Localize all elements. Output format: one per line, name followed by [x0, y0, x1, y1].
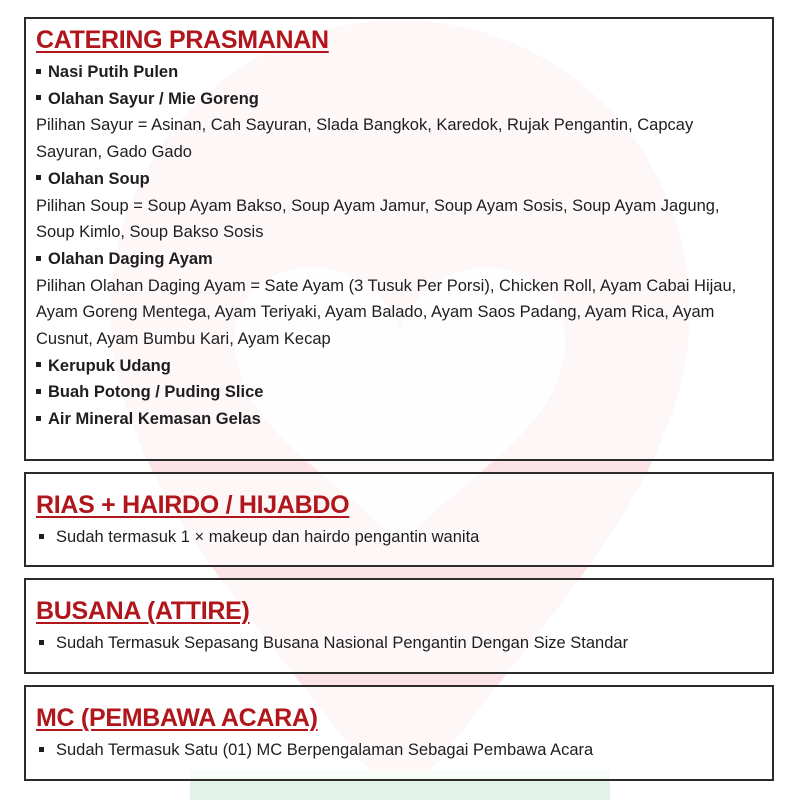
- bullet-icon: [36, 95, 41, 100]
- catering-section: [24, 17, 774, 461]
- catering-title: CATERING PRASMANAN: [36, 26, 329, 54]
- item-description: Ayam Goreng Mentega, Ayam Teriyaki, Ayam Balado, Ayam Saos Padang, Ayam Rica, Ayam: [36, 303, 715, 322]
- bullet-icon: [36, 389, 41, 394]
- bullet-icon: [39, 534, 44, 539]
- bullet-icon: [36, 175, 41, 180]
- item-description: Sayuran, Gado Gado: [36, 143, 192, 162]
- busana-section: [24, 578, 774, 674]
- bullet-icon: [39, 747, 44, 752]
- catering-item: Olahan Sayur / Mie Goreng: [36, 86, 760, 113]
- item-description: Pilihan Olahan Daging Ayam = Sate Ayam (3 Tusuk Per Porsi), Chicken Roll, Ayam Cabai Hijau,: [36, 276, 737, 295]
- rias-title: RIAS + HAIRDO / HIJABDO: [36, 491, 350, 519]
- catering-item: Air Mineral Kemasan Gelas: [36, 406, 760, 433]
- catering-item: Buah Potong / Puding Slice: [36, 379, 760, 406]
- mc-description: Sudah Termasuk Satu (01) MC Berpengalaman Sebagai Pembawa Acara: [36, 737, 760, 764]
- item-description: Cusnut, Ayam Bumbu Kari, Ayam Kecap: [36, 330, 331, 349]
- catering-item: Kerupuk Udang: [36, 353, 760, 380]
- bullet-icon: [36, 416, 41, 421]
- item-description: Soup Kimlo, Soup Bakso Sosis: [36, 223, 264, 242]
- item-description: Pilihan Sayur = Asinan, Cah Sayuran, Slada Bangkok, Karedok, Rujak Pengantin, Capcay: [36, 116, 694, 135]
- catering-item: Olahan Soup: [36, 166, 760, 193]
- bullet-icon: [36, 362, 41, 367]
- catering-item: Olahan Daging Ayam: [36, 246, 760, 273]
- bullet-icon: [36, 256, 41, 261]
- rias-description: Sudah termasuk 1 × makeup dan hairdo pengantin wanita: [36, 524, 760, 551]
- bullet-icon: [39, 640, 44, 645]
- mc-section: [24, 685, 774, 781]
- item-description: Pilihan Soup = Soup Ayam Bakso, Soup Ayam Jamur, Soup Ayam Sosis, Soup Ayam Jagung,: [36, 196, 720, 215]
- bullet-icon: [36, 69, 41, 74]
- catering-item: Nasi Putih Pulen: [36, 59, 760, 86]
- mc-title: MC (PEMBAWA ACARA): [36, 704, 318, 732]
- busana-title: BUSANA (ATTIRE): [36, 597, 250, 625]
- busana-description: Sudah Termasuk Sepasang Busana Nasional Pengantin Dengan Size Standar: [36, 630, 760, 657]
- rias-section: [24, 472, 774, 567]
